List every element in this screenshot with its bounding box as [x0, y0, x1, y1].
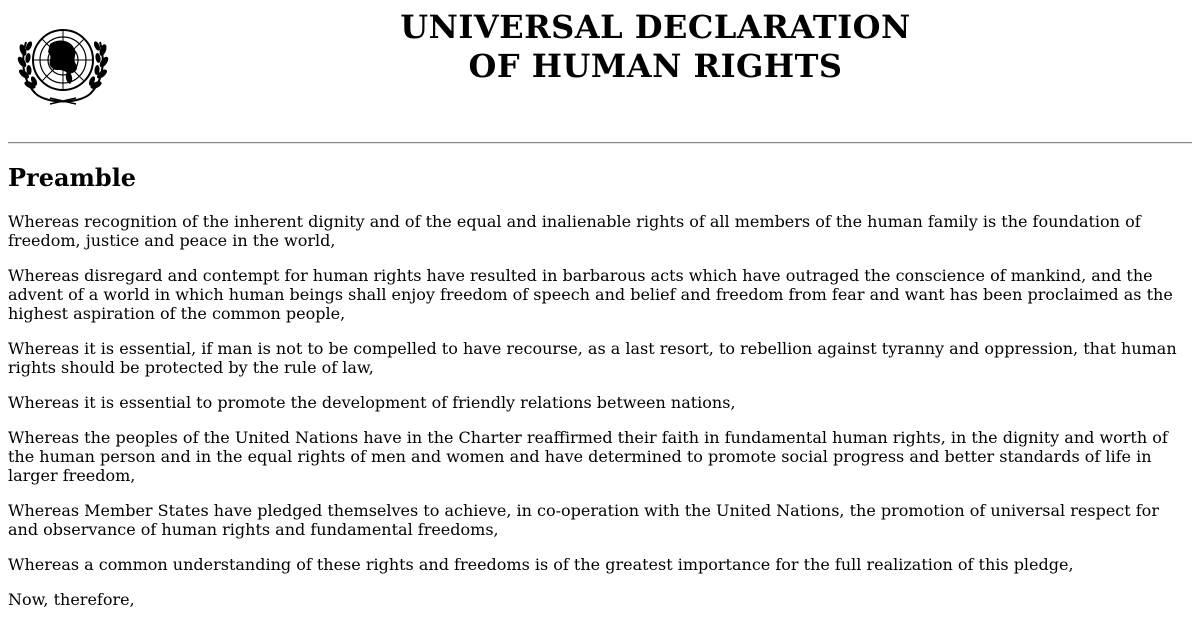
- paragraph: Whereas it is essential to promote the development of friendly relations between nations,: [8, 393, 736, 412]
- paragraph: Whereas Member States have pledged themselves to achieve, in co-operation with the United Nations, the promotion of universal respect for and observance of human rights and fundamental freedoms,: [8, 501, 1159, 539]
- paragraph: Now, therefore,: [8, 590, 135, 609]
- horizontal-divider: [8, 142, 1192, 144]
- paragraph: Whereas the peoples of the United Nations have in the Charter reaffirmed their faith in fundamental human rights, in the dignity and worth of the human person and in the equal rights of men and women and have determined to promote social progress and better standards of life in larger freedom,: [8, 428, 1168, 485]
- section-heading: Preamble: [8, 163, 137, 192]
- page-header: [0, 0, 1200, 130]
- page-title: [0, 8, 1200, 86]
- title-line-1: UNIVERSAL DECLARATION: [400, 8, 911, 46]
- paragraph: Whereas recognition of the inherent dignity and of the equal and inalienable rights of all members of the human family is the foundation of freedom, justice and peace in the world,: [8, 212, 1141, 250]
- paragraph: Whereas it is essential, if man is not to be compelled to have recourse, as a last resort, to rebellion against tyranny and oppression, that human rights should be protected by the rule of law,: [8, 339, 1177, 377]
- title-line-2: OF HUMAN RIGHTS: [468, 47, 843, 85]
- paragraph: Whereas a common understanding of these rights and freedoms is of the greatest importance for the full realization of this pledge,: [8, 555, 1074, 574]
- paragraph: Whereas disregard and contempt for human rights have resulted in barbarous acts which have outraged the conscience of mankind, and the advent of a world in which human beings shall enjoy freedom of speech and belief and freedom from fear and want has been proclaimed as the highest aspiration of the common people,: [8, 266, 1173, 323]
- preamble-text: [8, 212, 1186, 625]
